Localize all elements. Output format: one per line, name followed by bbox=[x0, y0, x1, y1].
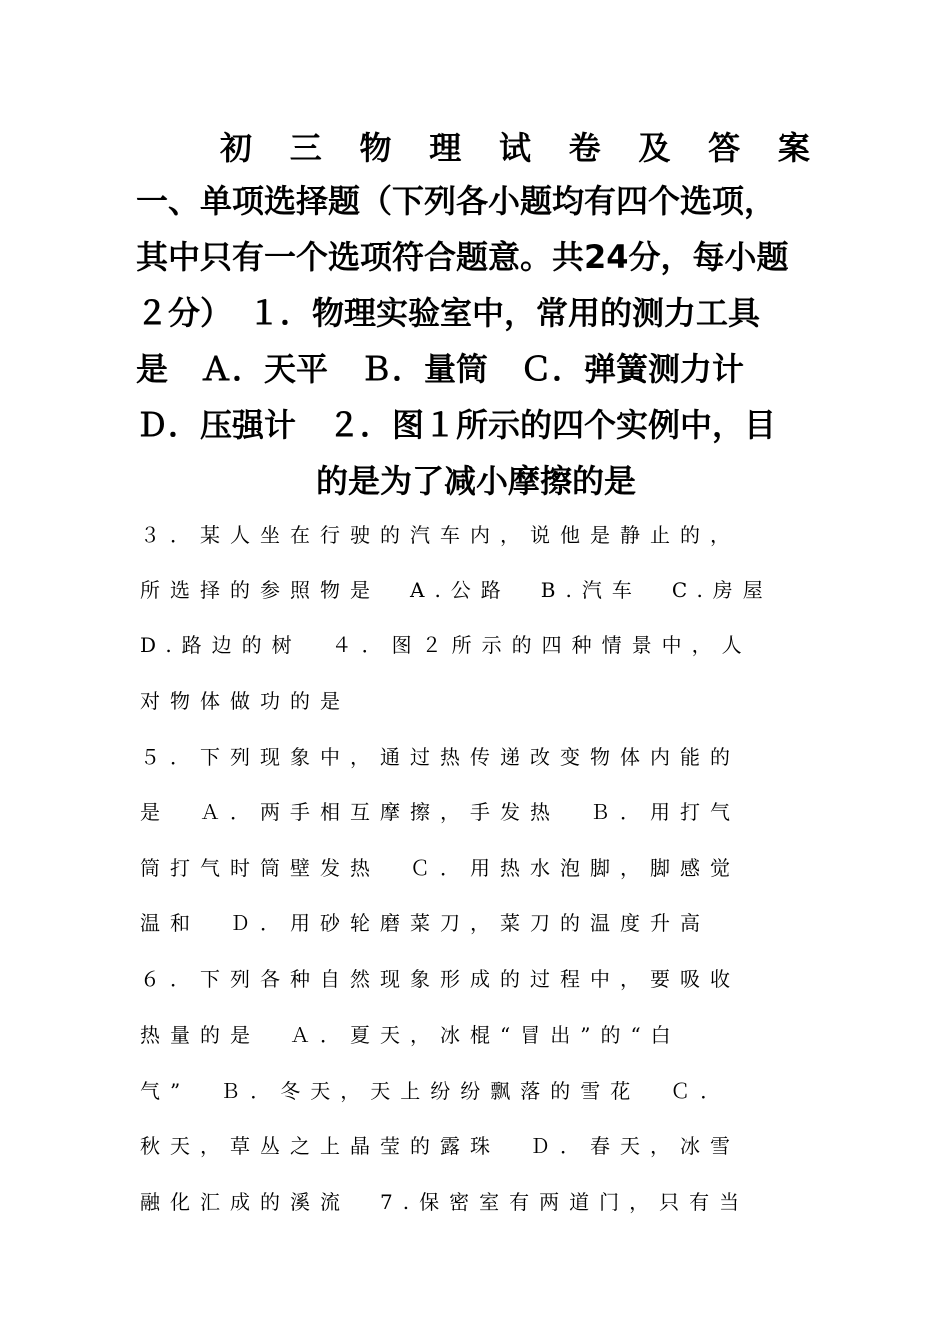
title-char: 三 bbox=[289, 129, 322, 167]
body-line: 是 Ａ．两手相互摩擦，手发热 Ｂ．用打气 bbox=[140, 800, 740, 824]
section-heading-line: 一、单项选择题（下列各小题均有四个选项， bbox=[136, 182, 777, 220]
section-heading-line: 其中只有一个选项符合题意。共24分，每小题 bbox=[136, 238, 789, 276]
question-line: 是 Ａ．天平 Ｂ．量筒 Ｃ．弹簧测力计 bbox=[136, 350, 745, 388]
question-line: ２分） １．物理实验室中，常用的测力工具 bbox=[136, 294, 761, 332]
title-char: 卷 bbox=[568, 129, 601, 167]
body-line: 所选择的参照物是 A.公路 B.汽车 C.房屋 bbox=[140, 578, 773, 602]
body-line: 热量的是 Ａ．夏天，冰棍“冒出”的“白 bbox=[140, 1023, 681, 1047]
body-line: 气” Ｂ．冬天，天上纷纷飘落的雪花 Ｃ． bbox=[140, 1079, 731, 1103]
title-char: 案 bbox=[777, 129, 810, 167]
title-char: 理 bbox=[429, 129, 462, 167]
question-line: Ｄ．压强计 ２．图１所示的四个实例中，目 bbox=[136, 406, 777, 444]
question-line: 的是为了减小摩擦的是 bbox=[315, 462, 636, 500]
title-char: 答 bbox=[708, 129, 741, 167]
title-char: 及 bbox=[638, 129, 671, 167]
title-char: 物 bbox=[359, 129, 392, 167]
document-title bbox=[220, 128, 810, 168]
body-line: 融化汇成的溪流 7.保密室有两道门，只有当 bbox=[140, 1190, 750, 1214]
body-line: ６．下列各种自然现象形成的过程中，要吸收 bbox=[140, 967, 740, 991]
body-line: 温和 Ｄ．用砂轮磨菜刀，菜刀的温度升高 bbox=[140, 911, 710, 935]
body-line: 对物体做功的是 bbox=[140, 689, 350, 713]
title-char: 试 bbox=[498, 129, 531, 167]
body-line: 筒打气时筒壁发热 Ｃ．用热水泡脚，脚感觉 bbox=[140, 856, 740, 880]
body-line: ３．某人坐在行驶的汽车内，说他是静止的， bbox=[140, 523, 740, 547]
body-line: 秋天，草丛之上晶莹的露珠 Ｄ．春天，冰雪 bbox=[140, 1134, 740, 1158]
body-line: D.路边的树 ４．图２所示的四种情景中，人 bbox=[140, 633, 752, 657]
body-line: ５．下列现象中，通过热传递改变物体内能的 bbox=[140, 745, 740, 769]
title-char: 初 bbox=[220, 129, 253, 167]
